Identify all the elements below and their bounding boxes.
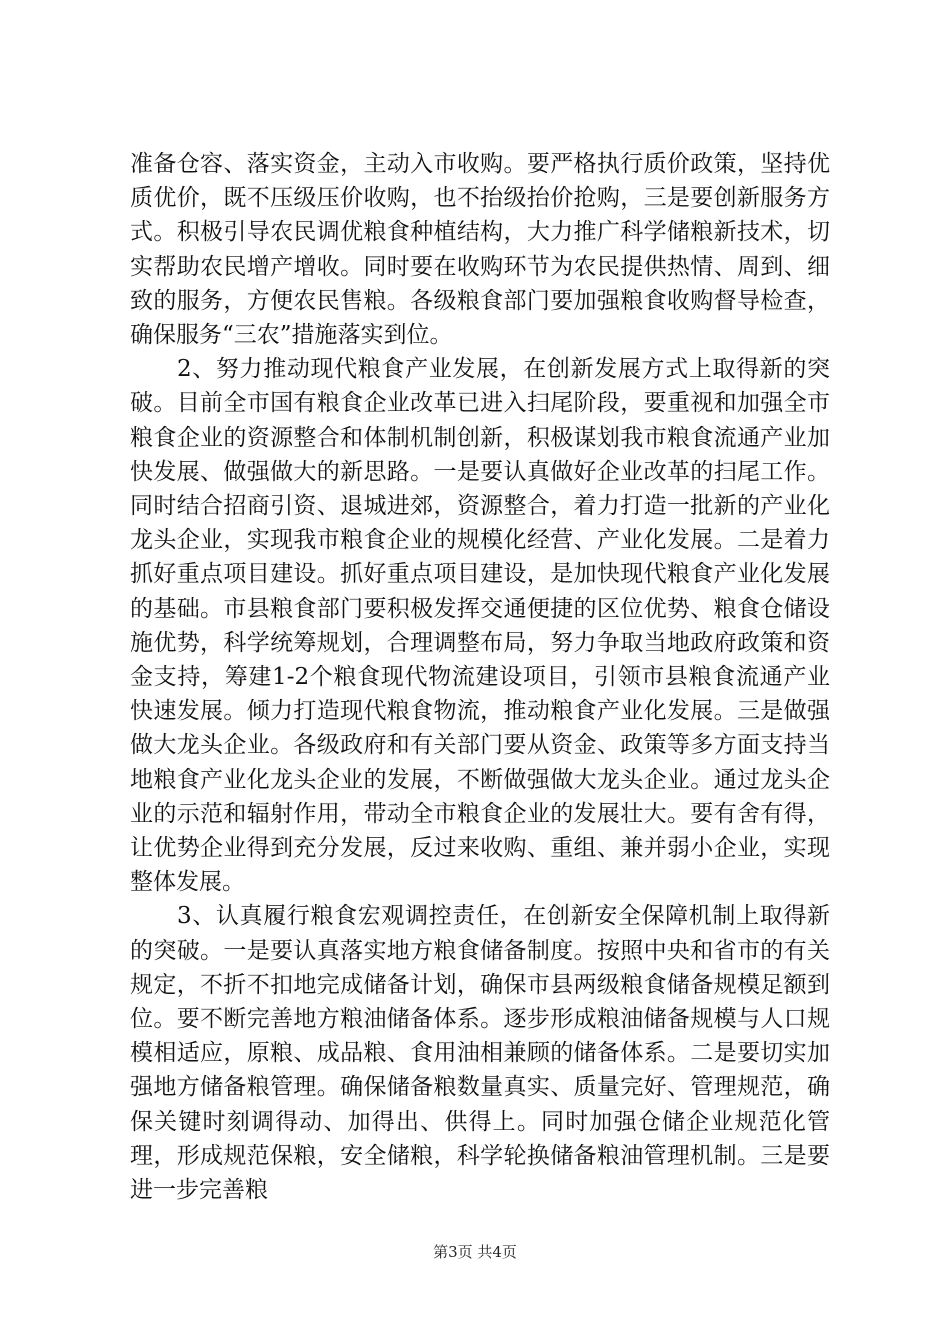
document-body bbox=[130, 147, 830, 1207]
paragraph-2: 2、努力推动现代粮食产业发展，在创新发展方式上取得新的突破。目前全市国有粮食企业改革已进入扫尾阶段，要重视和加强全市粮食企业的资源整合和体制机制创新，积极谋划我市粮食流通产业加快发展、做强做大的新思路。一是要认真做好企业改革的扫尾工作。同时结合招商引资、退城进郊，资源整合，着力打造一批新的产业化龙头企业，实现我市粮食企业的规模化经营、产业化发展。二是着力抓好重点项目建设。抓好重点项目建设，是加快现代粮食产业化发展的基础。市县粮食部门要积极发挥交通便捷的区位优势、粮食仓储设施优势，科学统筹规划，合理调整布局，努力争取当地政府政策和资金支持，筹建1-2个粮食现代物流建设项目，引领市县粮食流通产业快速发展。倾力打造现代粮食物流，推动粮食产业化发展。三是做强做大龙头企业。各级政府和有关部门要从资金、政策等多方面支持当地粮食产业化龙头企业的发展，不断做强做大龙头企业。通过龙头企业的示范和辐射作用，带动全市粮食企业的发展壮大。要有舍有得，让优势企业得到充分发展，反过来收购、重组、兼并弱小企业，实现整体发展。 bbox=[130, 356, 830, 896]
page-footer: 第3页 共4页 bbox=[433, 1243, 517, 1261]
paragraph-1: 准备仓容、落实资金，主动入市收购。要严格执行质价政策，坚持优质优价，既不压级压价收购，也不抬级抬价抢购，三是要创新服务方式。积极引导农民调优粮食种植结构，大力推广科学储粮新技术，切实帮助农民增产增收。同时要在收购环节为农民提供热情、周到、细致的服务，方便农民售粮。各级粮食部门要加强粮食收购督导检查，确保服务“三农”措施落实到位。 bbox=[130, 151, 830, 349]
paragraph-3: 3、认真履行粮食宏观调控责任，在创新安全保障机制上取得新的突破。一是要认真落实地方粮食储备制度。按照中央和省市的有关规定，不折不扣地完成储备计划，确保市县两级粮食储备规模足额到位。要不断完善地方粮油储备体系。逐步形成粮油储备规模与人口规模相适应，原粮、成品粮、食用油相兼顾的储备体系。二是要切实加强地方储备粮管理。确保储备粮数量真实、质量完好、管理规范，确保关键时刻调得动、加得出、供得上。同时加强仓储企业规范化管理，形成规范保粮，安全储粮，科学轮换储备粮油管理机制。三是要进一步完善粮 bbox=[130, 903, 830, 1204]
